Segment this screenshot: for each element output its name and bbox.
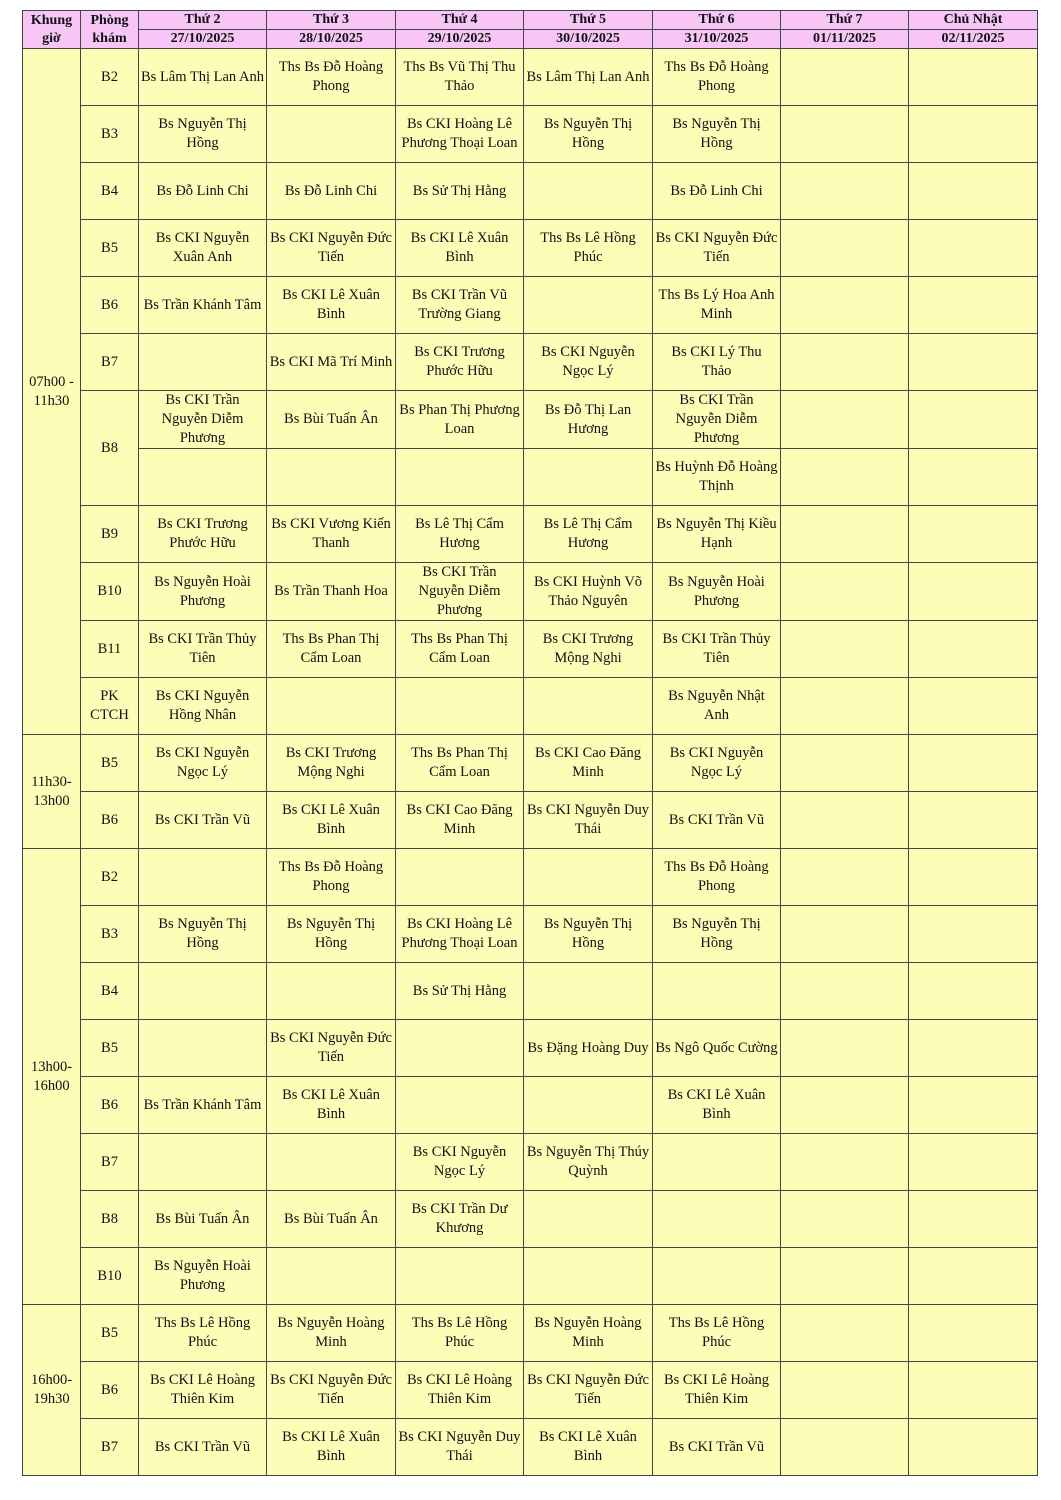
doctor-cell — [781, 678, 909, 735]
doctor-cell — [909, 1362, 1038, 1419]
doctor-cell: Bs CKI Trương Mộng Nghi — [267, 735, 396, 792]
room-cell: B7 — [81, 1134, 139, 1191]
doctor-cell — [909, 563, 1038, 621]
doctor-cell: Bs Trần Khánh Tâm — [139, 277, 267, 334]
doctor-cell: Bs Trần Khánh Tâm — [139, 1077, 267, 1134]
schedule-row — [23, 1020, 1038, 1077]
day-date: 30/10/2025 — [524, 30, 653, 49]
room-cell: B9 — [81, 506, 139, 563]
doctor-cell — [267, 678, 396, 735]
doctor-cell: Bs Đỗ Linh Chi — [653, 163, 781, 220]
schedule-row — [23, 1305, 1038, 1362]
doctor-cell: Bs Ngô Quốc Cường — [653, 1020, 781, 1077]
schedule-row — [23, 106, 1038, 163]
doctor-cell — [139, 963, 267, 1020]
schedule-row — [23, 621, 1038, 678]
room-cell: B11 — [81, 621, 139, 678]
schedule-row — [23, 849, 1038, 906]
schedule-row — [23, 1419, 1038, 1476]
doctor-cell — [909, 678, 1038, 735]
doctor-cell: Bs CKI Trần Thủy Tiên — [653, 621, 781, 678]
doctor-cell — [139, 1134, 267, 1191]
day-name: Chủ Nhật — [909, 11, 1038, 30]
doctor-cell — [524, 678, 653, 735]
room-cell: B4 — [81, 963, 139, 1020]
doctor-cell: Bs CKI Hoàng Lê Phương Thoại Loan — [396, 906, 524, 963]
schedule-row — [23, 1362, 1038, 1419]
doctor-cell: Bs Lâm Thị Lan Anh — [524, 49, 653, 106]
doctor-cell: Bs Nguyễn Thị Thúy Quỳnh — [524, 1134, 653, 1191]
room-cell: B4 — [81, 163, 139, 220]
doctor-cell — [781, 1134, 909, 1191]
doctor-cell — [781, 1020, 909, 1077]
room-cell: B3 — [81, 906, 139, 963]
doctor-cell — [781, 506, 909, 563]
doctor-cell: Bs CKI Lê Hoàng Thiên Kim — [653, 1362, 781, 1419]
room-cell: B7 — [81, 1419, 139, 1476]
schedule-row — [23, 563, 1038, 621]
doctor-cell — [267, 106, 396, 163]
schedule-row — [23, 220, 1038, 277]
schedule-row — [23, 391, 1038, 449]
doctor-cell: Ths Bs Đỗ Hoàng Phong — [653, 49, 781, 106]
room-cell: B5 — [81, 1020, 139, 1077]
doctor-cell — [396, 678, 524, 735]
doctor-cell — [909, 49, 1038, 106]
doctor-cell — [524, 1077, 653, 1134]
time-slot-cell: 13h00- 16h00 — [23, 849, 81, 1305]
doctor-cell: Ths Bs Lý Hoa Anh Minh — [653, 277, 781, 334]
schedule-row — [23, 449, 1038, 506]
doctor-cell: Bs CKI Trần Nguyễn Diễm Phương — [653, 391, 781, 449]
doctor-cell: Bs CKI Lê Xuân Bình — [267, 277, 396, 334]
room-cell: B5 — [81, 1305, 139, 1362]
room-cell: B5 — [81, 735, 139, 792]
doctor-cell — [909, 220, 1038, 277]
day-name-row — [23, 11, 1038, 30]
doctor-cell: Bs Phan Thị Phương Loan — [396, 391, 524, 449]
doctor-cell: Bs Lê Thị Cẩm Hương — [396, 506, 524, 563]
doctor-cell — [781, 1362, 909, 1419]
doctor-cell: Bs Đặng Hoàng Duy — [524, 1020, 653, 1077]
doctor-cell: Bs Bùi Tuấn Ân — [267, 1191, 396, 1248]
doctor-cell: Bs CKI Lê Xuân Bình — [267, 1419, 396, 1476]
doctor-cell — [139, 849, 267, 906]
schedule-row — [23, 277, 1038, 334]
room-cell: B8 — [81, 1191, 139, 1248]
doctor-cell: Ths Bs Phan Thị Cẩm Loan — [267, 621, 396, 678]
doctor-cell: Bs Sử Thị Hằng — [396, 963, 524, 1020]
doctor-cell — [781, 1248, 909, 1305]
doctor-cell: Bs CKI Nguyễn Duy Thái — [396, 1419, 524, 1476]
schedule-row — [23, 1077, 1038, 1134]
doctor-cell — [396, 1020, 524, 1077]
doctor-cell — [781, 277, 909, 334]
doctor-cell: Bs Nguyễn Thị Hồng — [267, 906, 396, 963]
schedule-row — [23, 792, 1038, 849]
schedule-row — [23, 1248, 1038, 1305]
doctor-cell: Bs CKI Cao Đăng Minh — [396, 792, 524, 849]
doctor-cell: Ths Bs Đỗ Hoàng Phong — [267, 849, 396, 906]
day-date: 01/11/2025 — [781, 30, 909, 49]
doctor-cell: Bs CKI Trần Nguyễn Diễm Phương — [139, 391, 267, 449]
doctor-cell — [781, 963, 909, 1020]
doctor-cell — [653, 1134, 781, 1191]
doctor-cell — [909, 334, 1038, 391]
day-name: Thứ 5 — [524, 11, 653, 30]
day-date: 31/10/2025 — [653, 30, 781, 49]
doctor-cell — [524, 849, 653, 906]
doctor-cell — [781, 391, 909, 449]
doctor-cell: Bs Trần Thanh Hoa — [267, 563, 396, 621]
doctor-cell — [909, 1134, 1038, 1191]
doctor-cell: Bs CKI Trần Thủy Tiên — [139, 621, 267, 678]
room-cell: B2 — [81, 49, 139, 106]
schedule-row — [23, 735, 1038, 792]
doctor-cell: Bs CKI Vương Kiến Thanh — [267, 506, 396, 563]
doctor-cell — [267, 449, 396, 506]
doctor-cell: Bs CKI Trần Dư Khương — [396, 1191, 524, 1248]
doctor-cell — [909, 963, 1038, 1020]
doctor-cell — [396, 449, 524, 506]
room-cell: B7 — [81, 334, 139, 391]
schedule-row — [23, 49, 1038, 106]
doctor-cell — [524, 449, 653, 506]
doctor-cell: Bs CKI Nguyễn Đức Tiến — [653, 220, 781, 277]
doctor-cell — [909, 792, 1038, 849]
doctor-cell: Ths Bs Phan Thị Cẩm Loan — [396, 621, 524, 678]
doctor-cell: Bs CKI Lê Xuân Bình — [396, 220, 524, 277]
doctor-cell: Bs Bùi Tuấn Ân — [139, 1191, 267, 1248]
doctor-cell — [524, 277, 653, 334]
doctor-cell: Bs CKI Nguyễn Đức Tiến — [267, 1362, 396, 1419]
doctor-cell: Ths Bs Lê Hồng Phúc — [653, 1305, 781, 1362]
doctor-cell — [909, 1248, 1038, 1305]
day-date: 02/11/2025 — [909, 30, 1038, 49]
doctor-cell: Ths Bs Lê Hồng Phúc — [139, 1305, 267, 1362]
doctor-cell — [781, 735, 909, 792]
doctor-cell: Bs CKI Nguyễn Ngọc Lý — [139, 735, 267, 792]
doctor-cell: Bs Lê Thị Cẩm Hương — [524, 506, 653, 563]
doctor-cell: Bs CKI Nguyễn Ngọc Lý — [653, 735, 781, 792]
doctor-cell — [781, 849, 909, 906]
day-date: 28/10/2025 — [267, 30, 396, 49]
doctor-cell — [909, 1020, 1038, 1077]
doctor-cell: Bs CKI Trần Vũ — [139, 1419, 267, 1476]
doctor-cell: Bs CKI Nguyễn Hồng Nhân — [139, 678, 267, 735]
doctor-cell: Bs CKI Lê Xuân Bình — [524, 1419, 653, 1476]
doctor-cell — [909, 391, 1038, 449]
doctor-cell: Ths Bs Vũ Thị Thu Thảo — [396, 49, 524, 106]
doctor-cell: Bs Bùi Tuấn Ân — [267, 391, 396, 449]
doctor-cell: Bs CKI Trần Vũ — [653, 1419, 781, 1476]
doctor-cell — [653, 963, 781, 1020]
doctor-cell — [781, 1419, 909, 1476]
doctor-cell — [653, 1248, 781, 1305]
schedule-table — [22, 10, 1038, 1476]
doctor-cell: Bs CKI Nguyễn Đức Tiến — [524, 1362, 653, 1419]
doctor-cell — [524, 963, 653, 1020]
room-cell: B5 — [81, 220, 139, 277]
doctor-cell: Bs Nguyễn Thị Hồng — [139, 906, 267, 963]
doctor-cell: Bs CKI Trần Vũ — [139, 792, 267, 849]
room-cell: B10 — [81, 1248, 139, 1305]
doctor-cell: Bs Đỗ Thị Lan Hương — [524, 391, 653, 449]
doctor-cell — [781, 906, 909, 963]
doctor-cell — [909, 1419, 1038, 1476]
day-name: Thứ 7 — [781, 11, 909, 30]
doctor-cell: Bs CKI Lê Xuân Bình — [653, 1077, 781, 1134]
doctor-cell: Bs Nguyễn Hoài Phương — [139, 1248, 267, 1305]
doctor-cell — [267, 1134, 396, 1191]
day-name: Thứ 3 — [267, 11, 396, 30]
doctor-cell: Bs CKI Nguyễn Xuân Anh — [139, 220, 267, 277]
doctor-cell — [396, 1248, 524, 1305]
doctor-cell: Bs CKI Nguyễn Đức Tiến — [267, 220, 396, 277]
doctor-cell — [909, 849, 1038, 906]
doctor-cell — [781, 449, 909, 506]
doctor-cell — [909, 506, 1038, 563]
doctor-cell: Bs CKI Lê Xuân Bình — [267, 792, 396, 849]
doctor-cell — [909, 1077, 1038, 1134]
day-date-row — [23, 30, 1038, 49]
doctor-cell: Bs CKI Lý Thu Thảo — [653, 334, 781, 391]
doctor-cell — [396, 1077, 524, 1134]
doctor-cell — [781, 1305, 909, 1362]
schedule-row — [23, 678, 1038, 735]
doctor-cell: Bs Nguyễn Thị Hồng — [139, 106, 267, 163]
doctor-cell — [396, 849, 524, 906]
doctor-cell — [781, 220, 909, 277]
day-name: Thứ 4 — [396, 11, 524, 30]
doctor-cell: Ths Bs Lê Hồng Phúc — [524, 220, 653, 277]
doctor-cell — [909, 1305, 1038, 1362]
doctor-cell: Bs CKI Trương Phước Hữu — [139, 506, 267, 563]
doctor-cell — [781, 106, 909, 163]
doctor-cell — [139, 449, 267, 506]
doctor-cell: Bs CKI Nguyễn Ngọc Lý — [396, 1134, 524, 1191]
doctor-cell — [909, 106, 1038, 163]
doctor-cell: Bs Nguyễn Hoài Phương — [653, 563, 781, 621]
schedule-row — [23, 506, 1038, 563]
doctor-cell: Bs Nguyễn Thị Hồng — [524, 906, 653, 963]
room-cell: B6 — [81, 1362, 139, 1419]
doctor-cell: Bs Nguyễn Thị Hồng — [524, 106, 653, 163]
day-date: 29/10/2025 — [396, 30, 524, 49]
schedule-row — [23, 1134, 1038, 1191]
doctor-cell: Bs CKI Trần Vũ — [653, 792, 781, 849]
doctor-cell: Bs Nguyễn Hoài Phương — [139, 563, 267, 621]
time-slot-cell: 16h00- 19h30 — [23, 1305, 81, 1476]
doctor-cell — [781, 49, 909, 106]
doctor-cell — [909, 735, 1038, 792]
doctor-cell: Bs Lâm Thị Lan Anh — [139, 49, 267, 106]
doctor-cell: Ths Bs Đỗ Hoàng Phong — [653, 849, 781, 906]
schedule-row — [23, 163, 1038, 220]
doctor-cell: Ths Bs Đỗ Hoàng Phong — [267, 49, 396, 106]
doctor-cell: Bs CKI Trương Phước Hữu — [396, 334, 524, 391]
doctor-cell: Bs CKI Lê Hoàng Thiên Kim — [396, 1362, 524, 1419]
schedule-header — [23, 11, 1038, 49]
doctor-cell — [781, 1191, 909, 1248]
doctor-cell: Bs Nguyễn Thị Hồng — [653, 106, 781, 163]
room-header: Phòng khám — [81, 11, 139, 49]
doctor-cell: Bs CKI Nguyễn Đức Tiến — [267, 1020, 396, 1077]
doctor-cell — [524, 1248, 653, 1305]
doctor-cell: Ths Bs Lê Hồng Phúc — [396, 1305, 524, 1362]
doctor-cell: Bs CKI Trần Vũ Trường Giang — [396, 277, 524, 334]
doctor-cell — [781, 334, 909, 391]
doctor-cell: Bs CKI Huỳnh Võ Thảo Nguyên — [524, 563, 653, 621]
doctor-cell: Bs CKI Nguyễn Duy Thái — [524, 792, 653, 849]
doctor-cell: Bs CKI Hoàng Lê Phương Thoại Loan — [396, 106, 524, 163]
doctor-cell — [653, 1191, 781, 1248]
doctor-cell — [524, 1191, 653, 1248]
doctor-cell: Bs CKI Lê Xuân Bình — [267, 1077, 396, 1134]
schedule-row — [23, 963, 1038, 1020]
room-cell: PK CTCH — [81, 678, 139, 735]
doctor-cell — [909, 163, 1038, 220]
doctor-cell: Bs CKI Mã Trí Minh — [267, 334, 396, 391]
doctor-cell — [909, 449, 1038, 506]
day-name: Thứ 2 — [139, 11, 267, 30]
schedule-body — [23, 49, 1038, 1476]
doctor-cell: Bs Nguyễn Hoàng Minh — [267, 1305, 396, 1362]
time-slot-cell: 07h00 - 11h30 — [23, 49, 81, 735]
schedule-row — [23, 1191, 1038, 1248]
doctor-cell: Bs CKI Trương Mộng Nghi — [524, 621, 653, 678]
time-slot-cell: 11h30- 13h00 — [23, 735, 81, 849]
doctor-cell — [139, 1020, 267, 1077]
doctor-cell — [781, 792, 909, 849]
doctor-cell: Bs Nguyễn Thị Kiều Hạnh — [653, 506, 781, 563]
doctor-cell — [909, 906, 1038, 963]
doctor-cell: Ths Bs Phan Thị Cẩm Loan — [396, 735, 524, 792]
doctor-cell — [909, 1191, 1038, 1248]
doctor-cell: Bs CKI Trần Nguyễn Diễm Phương — [396, 563, 524, 621]
doctor-cell: Bs Đỗ Linh Chi — [267, 163, 396, 220]
doctor-cell: Bs Huỳnh Đỗ Hoàng Thịnh — [653, 449, 781, 506]
room-cell: B6 — [81, 277, 139, 334]
room-cell: B6 — [81, 792, 139, 849]
doctor-cell: Bs CKI Lê Hoàng Thiên Kim — [139, 1362, 267, 1419]
doctor-cell — [781, 621, 909, 678]
doctor-cell: Bs Đỗ Linh Chi — [139, 163, 267, 220]
room-cell: B8 — [81, 391, 139, 506]
doctor-cell — [909, 621, 1038, 678]
doctor-cell — [781, 1077, 909, 1134]
day-date: 27/10/2025 — [139, 30, 267, 49]
doctor-cell: Bs Nguyễn Hoàng Minh — [524, 1305, 653, 1362]
doctor-cell — [781, 163, 909, 220]
day-name: Thứ 6 — [653, 11, 781, 30]
doctor-cell: Bs Nguyễn Nhật Anh — [653, 678, 781, 735]
doctor-cell — [524, 163, 653, 220]
schedule-row — [23, 906, 1038, 963]
doctor-cell: Bs CKI Nguyễn Ngọc Lý — [524, 334, 653, 391]
doctor-cell: Bs CKI Cao Đăng Minh — [524, 735, 653, 792]
room-cell: B10 — [81, 563, 139, 621]
doctor-cell: Bs Nguyễn Thị Hồng — [653, 906, 781, 963]
doctor-cell — [781, 563, 909, 621]
room-cell: B6 — [81, 1077, 139, 1134]
time-slot-header: Khung giờ — [23, 11, 81, 49]
doctor-cell — [267, 1248, 396, 1305]
doctor-cell — [267, 963, 396, 1020]
doctor-cell — [139, 334, 267, 391]
doctor-cell: Bs Sử Thị Hằng — [396, 163, 524, 220]
doctor-cell — [909, 277, 1038, 334]
room-cell: B3 — [81, 106, 139, 163]
schedule-row — [23, 334, 1038, 391]
room-cell: B2 — [81, 849, 139, 906]
